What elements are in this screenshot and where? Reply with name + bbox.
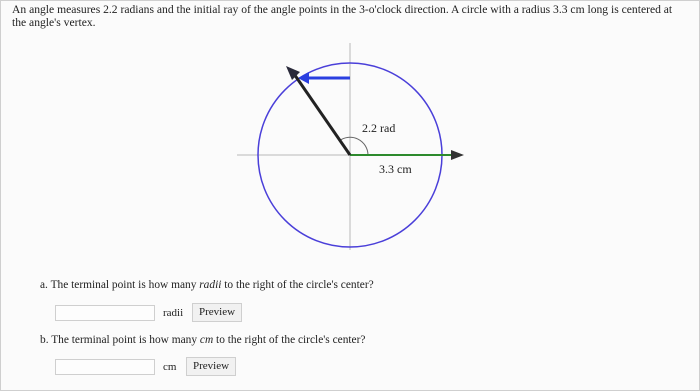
angle-label: 2.2 rad xyxy=(362,121,396,135)
preview-a-button[interactable]: Preview xyxy=(192,303,242,322)
question-a xyxy=(40,279,374,291)
preview-b-button[interactable]: Preview xyxy=(186,357,236,376)
answer-b-unit: cm xyxy=(163,361,177,373)
terminal-ray xyxy=(292,71,350,155)
radius-label: 3.3 cm xyxy=(379,162,412,176)
question-b-text-before: The terminal point is how many xyxy=(51,334,200,346)
question-b-letter: b. xyxy=(40,334,49,346)
question-b xyxy=(40,334,365,346)
answer-a-input[interactable] xyxy=(55,305,155,321)
question-a-letter: a. xyxy=(40,279,48,291)
answer-b-input[interactable] xyxy=(55,359,155,375)
question-b-text-after: to the right of the circle's center? xyxy=(213,334,366,346)
question-b-emphasis: cm xyxy=(199,334,214,346)
answer-a-unit: radii xyxy=(163,307,184,319)
problem-line-1: An angle measures 2.2 radians and the initial ray of the angle points in the 3-o'clock direction. A circle with a radius 3.3 cm long is centered at xyxy=(12,3,673,16)
question-a-emphasis: radii xyxy=(199,279,222,291)
question-a-text-before: The terminal point is how many xyxy=(50,279,200,291)
problem-line-2: the angle's vertex. xyxy=(12,16,96,29)
question-a-text-after: to the right of the circle's center? xyxy=(221,279,374,291)
initial-ray-arrowhead xyxy=(451,150,464,160)
